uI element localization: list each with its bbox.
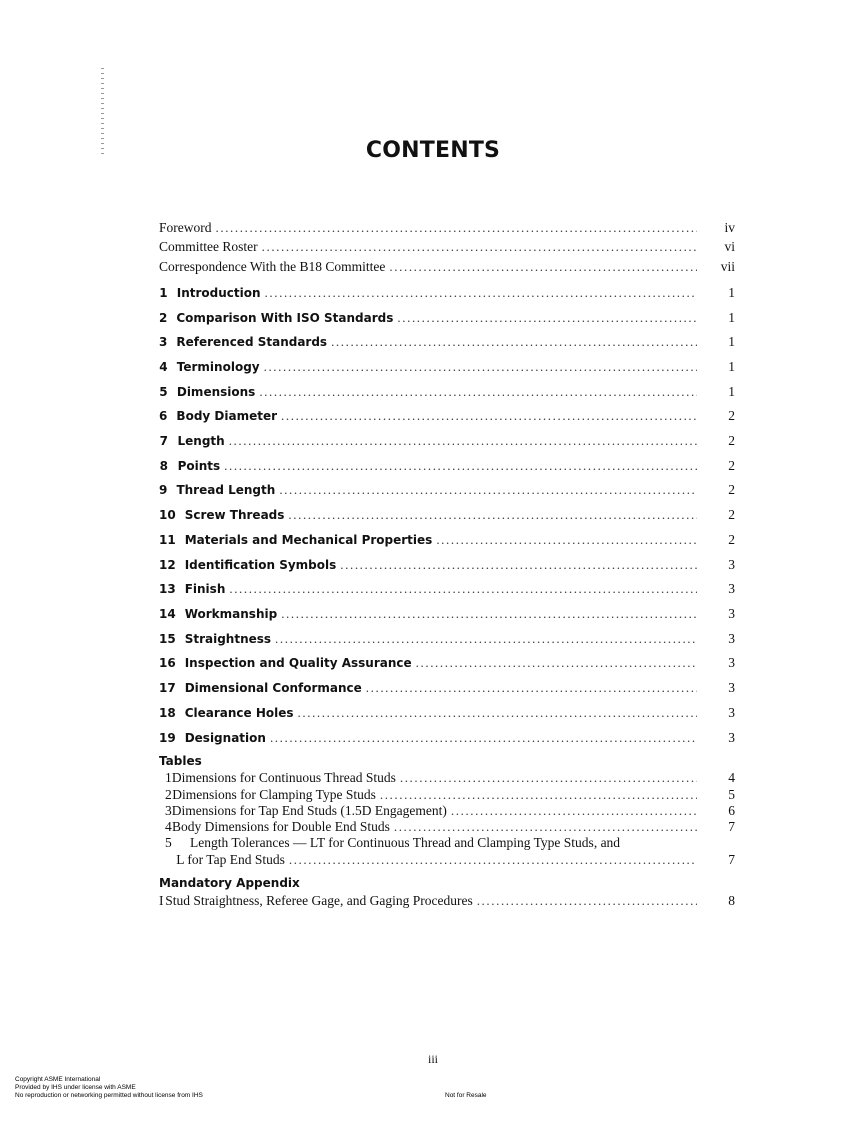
copyright-footer: [15, 1076, 203, 1100]
toc-table-1[interactable]: 1 Dimensions for Continuous Thread Studs ..... 4: [159, 770, 735, 786]
page-title: CONTENTS: [365, 138, 501, 163]
toc-section-9[interactable]: 9 Thread Length ..... 2: [159, 482, 735, 498]
toc-section-16[interactable]: 16 Inspection and Quality Assurance ..... 3: [159, 655, 735, 671]
toc-section-3[interactable]: 3 Referenced Standards ..... 1: [159, 334, 735, 350]
tables-heading: Tables: [159, 754, 202, 768]
toc-section-12[interactable]: 12 Identification Symbols ..... 3: [159, 557, 735, 573]
appendix-heading: Mandatory Appendix: [159, 876, 300, 890]
toc-section-15[interactable]: 15 Straightness ..... 3: [159, 631, 735, 647]
page-number: iii: [427, 1052, 438, 1066]
not-for-resale: Not for Resale: [445, 1092, 487, 1099]
toc-entry-foreword[interactable]: Foreword ..... iv: [159, 220, 735, 236]
footer-line-reproduction: No reproduction or networking permitted without license from IHS: [15, 1092, 203, 1099]
footer-line-copyright: Copyright ASME International: [15, 1076, 101, 1083]
toc-table-4[interactable]: 4 Body Dimensions for Double End Studs ..... 7: [159, 819, 735, 835]
toc-section-10[interactable]: 10 Screw Threads ..... 2: [159, 507, 735, 523]
toc-entry-correspondence[interactable]: Correspondence With the B18 Committee ..... vii: [159, 259, 735, 275]
footer-line-provided: Provided by IHS under license with ASME: [15, 1084, 136, 1091]
toc-section-6[interactable]: 6 Body Diameter ..... 2: [159, 408, 735, 424]
toc-section-5[interactable]: 5 Dimensions ..... 1: [159, 384, 735, 400]
toc-table-5-continued[interactable]: L for Tap End Studs ..... 7: [159, 852, 735, 868]
toc-section-14[interactable]: 14 Workmanship ..... 3: [159, 606, 735, 622]
toc-section-2[interactable]: 2 Comparison With ISO Standards ..... 1: [159, 310, 735, 326]
toc-section-1[interactable]: 1 Introduction ..... 1: [159, 285, 735, 301]
toc-table-5[interactable]: 5 Length Tolerances — LT for Continuous Thread and Clamping Type Studs, and: [165, 835, 621, 850]
toc-section-4[interactable]: 4 Terminology ..... 1: [159, 359, 735, 375]
toc-section-17[interactable]: 17 Dimensional Conformance ..... 3: [159, 680, 735, 696]
toc-section-13[interactable]: 13 Finish ..... 3: [159, 581, 735, 597]
toc-section-7[interactable]: 7 Length ..... 2: [159, 433, 735, 449]
toc-table-3[interactable]: 3 Dimensions for Tap End Studs (1.5D Engagement) ..... 6: [159, 803, 735, 819]
toc-section-18[interactable]: 18 Clearance Holes ..... 3: [159, 705, 735, 721]
toc-section-11[interactable]: 11 Materials and Mechanical Properties ..... 2: [159, 532, 735, 548]
toc-section-19[interactable]: 19 Designation ..... 3: [159, 730, 735, 746]
toc-table-2[interactable]: 2 Dimensions for Clamping Type Studs ..... 5: [159, 787, 735, 803]
toc-appendix-1[interactable]: I Stud Straightness, Referee Gage, and Gaging Procedures ..... 8: [159, 893, 735, 909]
toc-entry-committee-roster[interactable]: Committee Roster ..... vi: [159, 239, 735, 255]
toc-section-8[interactable]: 8 Points ..... 2: [159, 458, 735, 474]
